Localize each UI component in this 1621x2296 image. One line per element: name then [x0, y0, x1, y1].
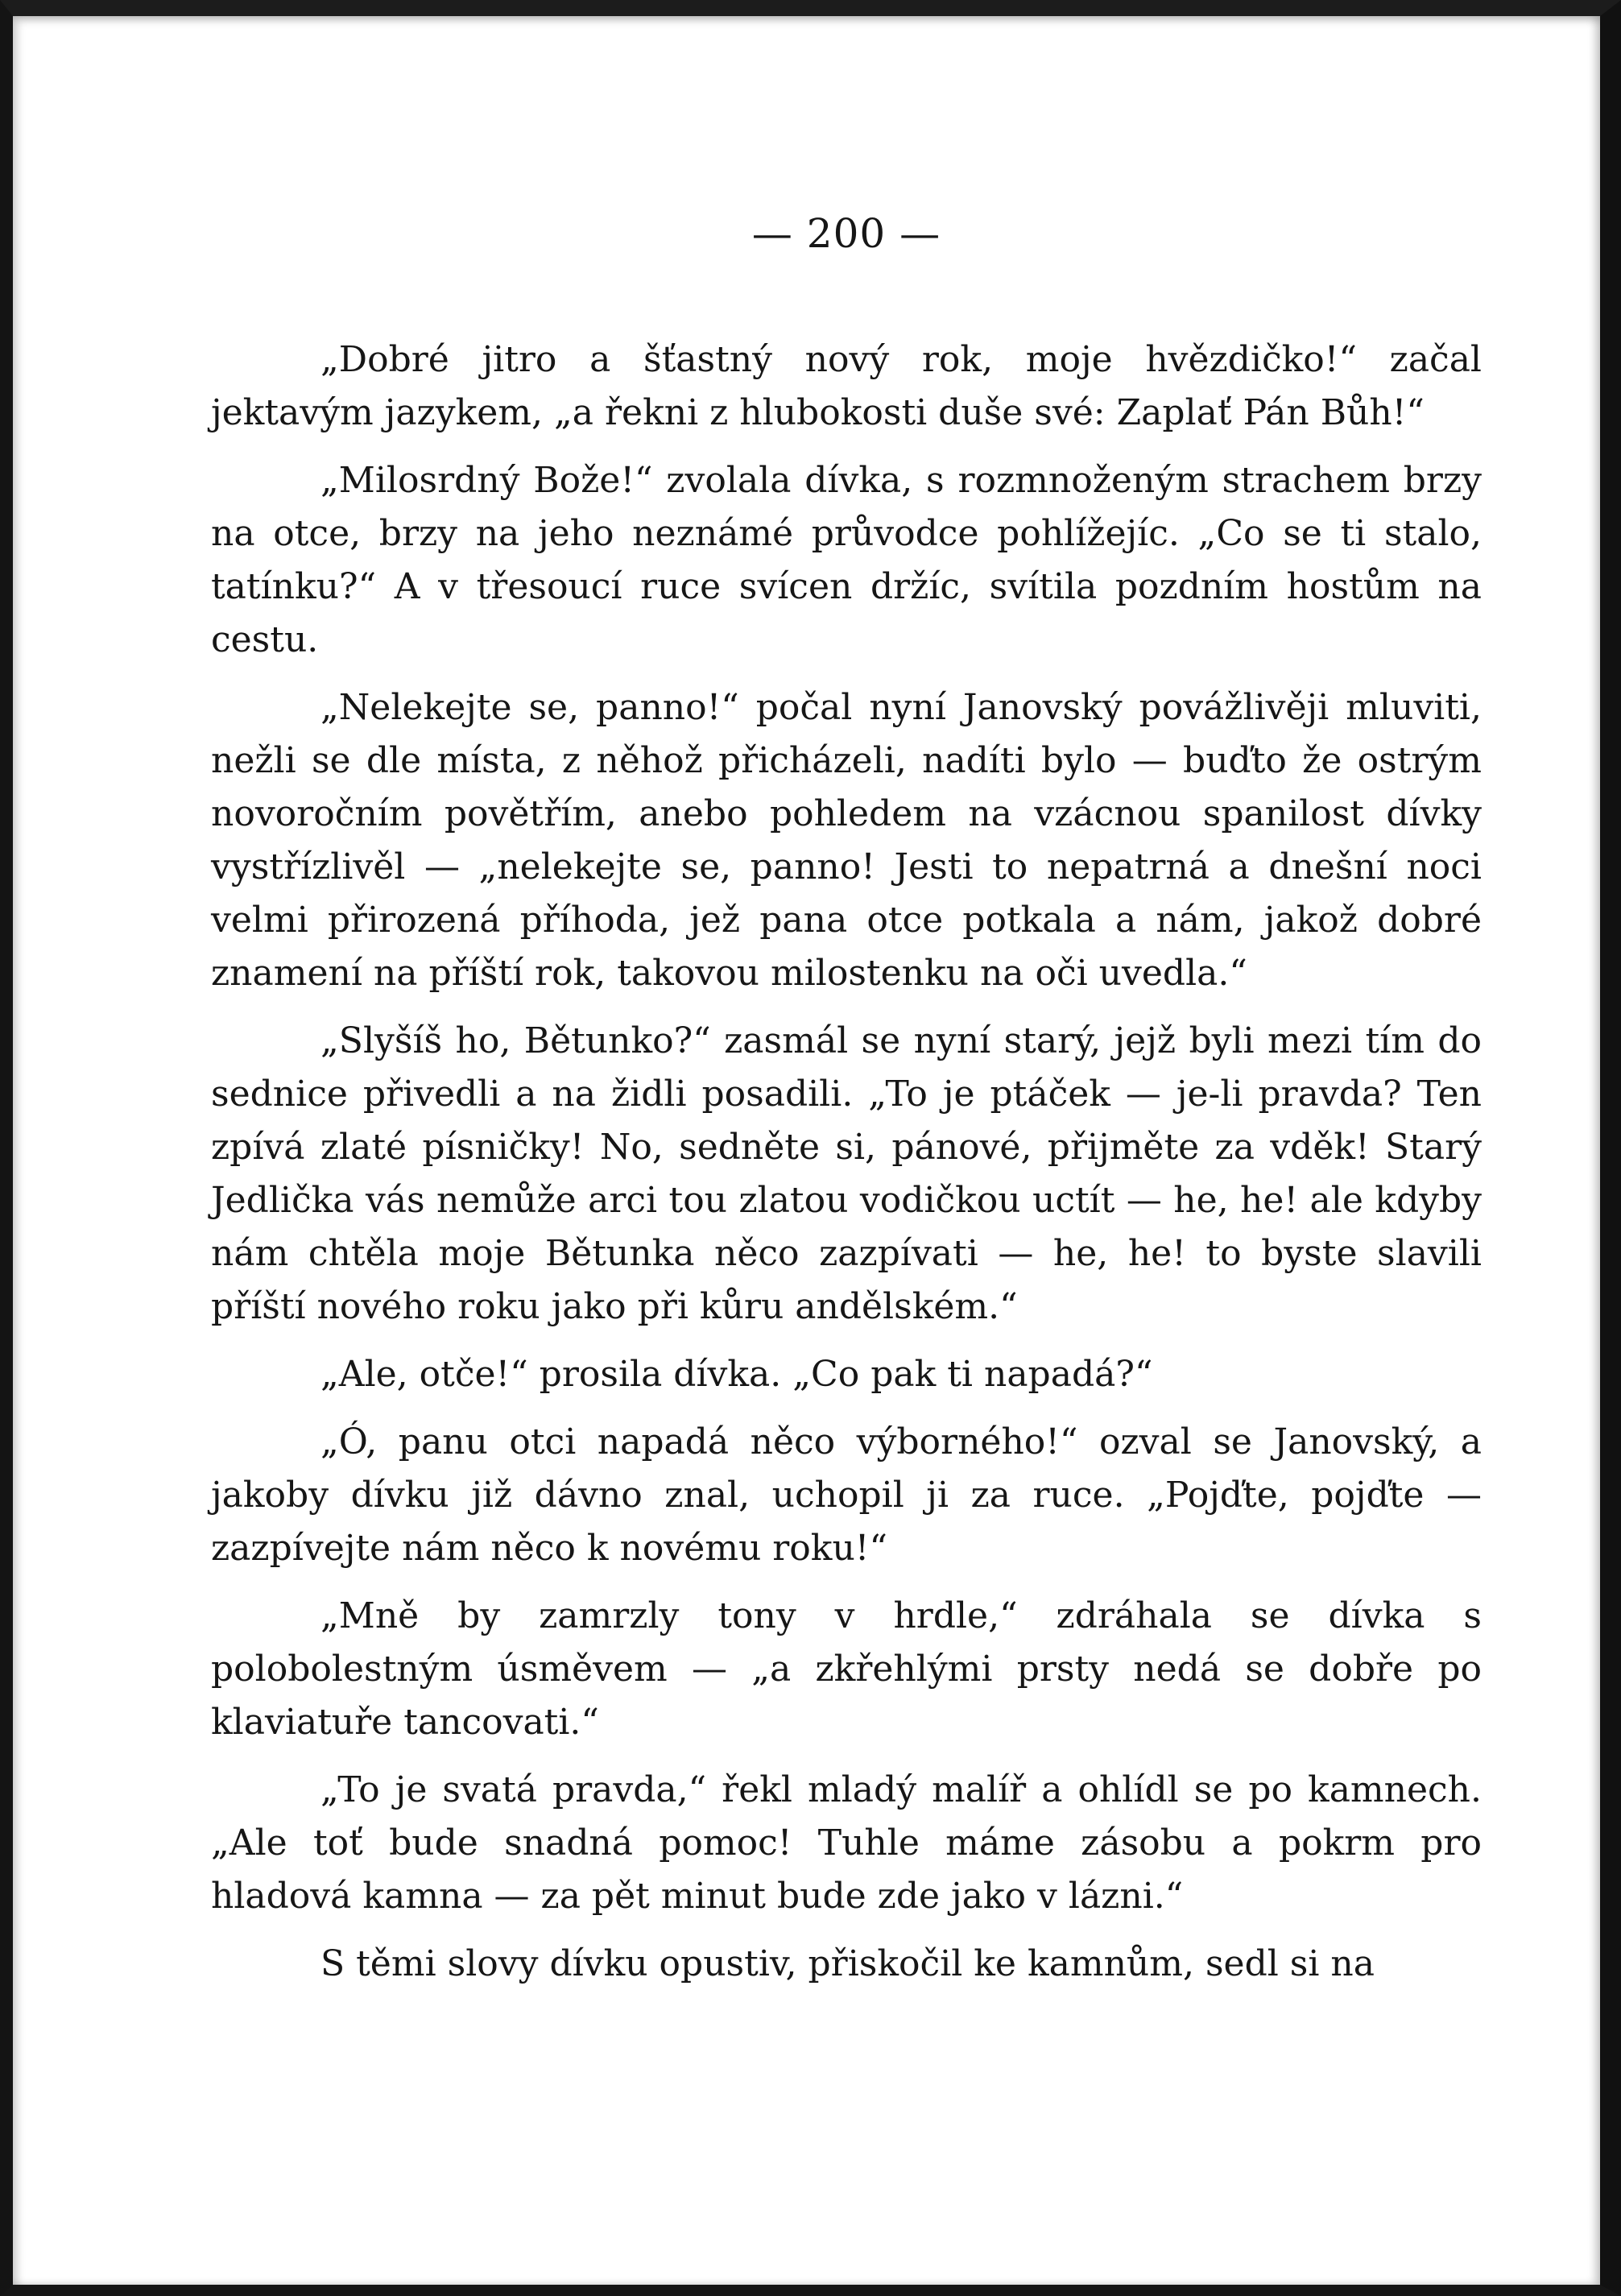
- paragraph: „Slyšíš ho, Bětunko?“ zasmál se nyní starý, jejž byli mezi tím do sednice přivedli a na židli posadili. „To je ptáček — je-li pravda? Ten zpívá zlaté písničky! No, sedněte si, pánové, přijměte za vděk! Starý Jedlička vás nemůže arci tou zlatou vodičkou uctít — he, he! ale kdyby nám chtěla moje Bětunka něco zazpívati — he, he! to byste slavili příští nového roku jako při kůru andělském.“: [211, 1020, 1482, 1327]
- page-number: — 200 —: [751, 210, 941, 257]
- paragraph: „Mně by zamrzly tony v hrdle,“ zdráhala se dívka s polobolestným úsměvem — „a zkřehlými prsty nedá se dobře po klaviatuře tancovati.“: [211, 1595, 1482, 1743]
- paragraph: „Dobré jitro a šťastný nový rok, moje hvězdičko!“ začal jektavým jazykem, „a řekni z hlubokosti duše své: Zaplať Pán Bůh!“: [211, 339, 1482, 433]
- paragraph: S těmi slovy dívku opustiv, přiskočil ke kamnům, sedl si na: [320, 1943, 1375, 1984]
- paragraph: „Ó, panu otci napadá něco výborného!“ ozval se Janovský, a jakoby dívku již dávno znal, uchopil ji za ruce. „Pojďte, pojďte — zazpívejte nám něco k novému roku!“: [211, 1421, 1482, 1569]
- paragraph: „Ale, otče!“ prosila dívka. „Co pak ti napadá?“: [320, 1354, 1153, 1395]
- page-text: [211, 333, 1482, 1991]
- book-page: [211, 201, 1482, 2005]
- paragraph: „Nelekejte se, panno!“ počal nyní Janovský povážlivěji mluviti, nežli se dle místa, z něhož přicházeli, nadíti bylo — buďto že ostrým novoročním povětřím, anebo pohledem na vzácnou spanilost dívky vystřízlivěl — „nelekejte se, panno! Jesti to nepatrná a dnešní noci velmi přirozená příhoda, jež pana otce potkala a nám, jakož dobré znamení na příští rok, takovou milostenku na oči uvedla.“: [211, 687, 1482, 994]
- paragraph: „To je svatá pravda,“ řekl mladý malíř a ohlídl se po kamnech. „Ale toť bude snadná pomoc! Tuhle máme zásobu a pokrm pro hladová kamna — za pět minut bude zde jako v lázni.“: [211, 1769, 1482, 1917]
- paragraph: „Milosrdný Bože!“ zvolala dívka, s rozmnoženým strachem brzy na otce, brzy na jeho neznámé průvodce pohlížejíc. „Co se ti stalo, tatínku?“ A v třesoucí ruce svícen držíc, svítila pozdním hostům na cestu.: [211, 460, 1482, 660]
